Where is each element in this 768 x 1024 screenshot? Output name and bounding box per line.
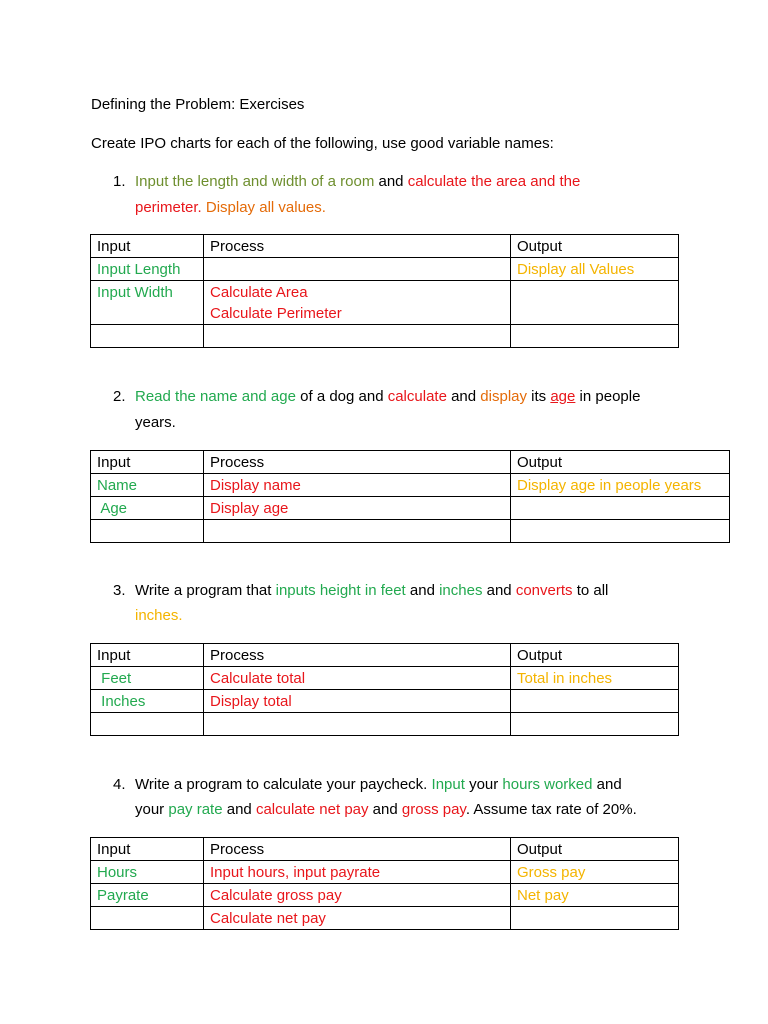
table-cell (511, 520, 730, 543)
text-run: and (405, 582, 440, 599)
table-cell: Input hours, input payrate (204, 861, 511, 884)
exercise-4-line-1 (113, 776, 622, 793)
table-cell (91, 907, 204, 930)
table-cell (511, 281, 679, 325)
table-cell: Hours (91, 861, 204, 884)
text-run: and (592, 776, 622, 793)
ipo-table-4 (90, 837, 679, 930)
exercise-2-line-2 (135, 414, 176, 431)
column-header-input: Input (91, 838, 204, 861)
column-header-input: Input (91, 235, 204, 258)
table-cell (511, 690, 679, 713)
exercise-number: 2. (113, 388, 126, 405)
text-run: its (527, 388, 551, 405)
table-cell: Total in inches (511, 667, 679, 690)
exercise-3-line-1-runs (135, 582, 608, 599)
text-run: and (374, 173, 408, 190)
table-cell: Calculate Area Calculate Perimeter (204, 281, 511, 325)
text-run: . Assume tax rate of 20%. (465, 801, 637, 818)
exercise-3-line-2 (135, 607, 183, 624)
table-cell: Name (91, 474, 204, 497)
column-header-process: Process (204, 644, 511, 667)
table-cell: Calculate net pay (204, 907, 511, 930)
text-run: Display all values. (201, 199, 326, 216)
table-row (91, 474, 730, 497)
intro-text: Create IPO charts for each of the following, use good variable names: (91, 135, 554, 152)
text-run: Input the length and width of a room (135, 173, 375, 190)
exercise-2-line-1 (113, 388, 640, 405)
text-run: pay rate (168, 801, 223, 818)
table-cell: Input Length (91, 258, 204, 281)
column-header-input: Input (91, 451, 204, 474)
table-row (91, 690, 679, 713)
column-header-output: Output (511, 644, 679, 667)
text-run: inputs height in feet (275, 582, 406, 599)
table-cell (91, 520, 204, 543)
column-header-process: Process (204, 838, 511, 861)
table-row (91, 667, 679, 690)
text-run: your (464, 776, 503, 793)
exercise-4-line-2 (135, 801, 637, 818)
table-cell: Net pay (511, 884, 679, 907)
table-header-row (91, 235, 679, 258)
text-run: Write a program to calculate your paycheck. (135, 776, 432, 793)
text-run: and (482, 582, 516, 599)
exercise-1-line-1-runs (135, 173, 580, 190)
table-row (91, 520, 730, 543)
text-run: perimeter. (135, 199, 202, 216)
table-cell: Calculate gross pay (204, 884, 511, 907)
ipo-table-1 (90, 234, 679, 348)
table-row (91, 907, 679, 930)
exercise-1-line-1 (113, 173, 580, 190)
table-cell: Display all Values (511, 258, 679, 281)
text-run: calculate net pay (255, 801, 369, 818)
table-row (91, 861, 679, 884)
text-run: years. (135, 414, 176, 431)
table-row (91, 884, 679, 907)
table-cell (204, 713, 511, 736)
table-cell: Display age (204, 497, 511, 520)
table-row (91, 258, 679, 281)
text-run: gross pay (401, 801, 466, 818)
table-cell: Inches (91, 690, 204, 713)
table-cell (204, 258, 511, 281)
text-run: display (480, 388, 527, 405)
text-run: Read the name and age (135, 388, 296, 405)
table-cell (204, 325, 511, 348)
table-header-row (91, 644, 679, 667)
exercise-number: 4. (113, 776, 126, 793)
text-run: of a dog and (295, 388, 388, 405)
table-header-row (91, 838, 679, 861)
table-cell: Calculate total (204, 667, 511, 690)
table-cell: Gross pay (511, 861, 679, 884)
column-header-process: Process (204, 451, 511, 474)
text-run: age (550, 388, 576, 405)
column-header-output: Output (511, 235, 679, 258)
exercise-number: 1. (113, 173, 126, 190)
text-run: and (368, 801, 402, 818)
exercise-3-line-1 (113, 582, 608, 599)
column-header-output: Output (511, 838, 679, 861)
table-header-row (91, 451, 730, 474)
text-run: inches (439, 582, 483, 599)
ipo-table-3 (90, 643, 679, 736)
exercise-number: 3. (113, 582, 126, 599)
text-run: in people (575, 388, 641, 405)
column-header-output: Output (511, 451, 730, 474)
text-run: Write a program that (135, 582, 276, 599)
text-run: calculate (387, 388, 447, 405)
exercise-2-line-1-runs (135, 388, 640, 405)
text-run: calculate the area and the (407, 173, 581, 190)
exercise-1-line-2 (135, 199, 326, 216)
table-cell: Age (91, 497, 204, 520)
table-row (91, 325, 679, 348)
table-cell: Display age in people years (511, 474, 730, 497)
exercise-4-line-1-runs (135, 776, 622, 793)
table-cell: Display name (204, 474, 511, 497)
table-cell (511, 907, 679, 930)
document-title: Defining the Problem: Exercises (91, 96, 305, 113)
table-row (91, 281, 679, 325)
column-header-process: Process (204, 235, 511, 258)
ipo-table-2 (90, 450, 730, 543)
table-cell: Feet (91, 667, 204, 690)
table-cell (204, 520, 511, 543)
table-row (91, 713, 679, 736)
table-row (91, 497, 730, 520)
table-cell (511, 713, 679, 736)
table-cell: Payrate (91, 884, 204, 907)
table-cell: Display total (204, 690, 511, 713)
table-cell (91, 325, 204, 348)
text-run: to all (572, 582, 609, 599)
text-run: converts (515, 582, 573, 599)
table-cell: Input Width (91, 281, 204, 325)
table-cell (91, 713, 204, 736)
text-run: your (135, 801, 169, 818)
table-cell (511, 325, 679, 348)
text-run: and (222, 801, 256, 818)
text-run: Input (431, 776, 465, 793)
text-run: inches. (135, 607, 183, 624)
text-run: hours worked (502, 776, 593, 793)
table-cell (511, 497, 730, 520)
column-header-input: Input (91, 644, 204, 667)
text-run: and (446, 388, 481, 405)
